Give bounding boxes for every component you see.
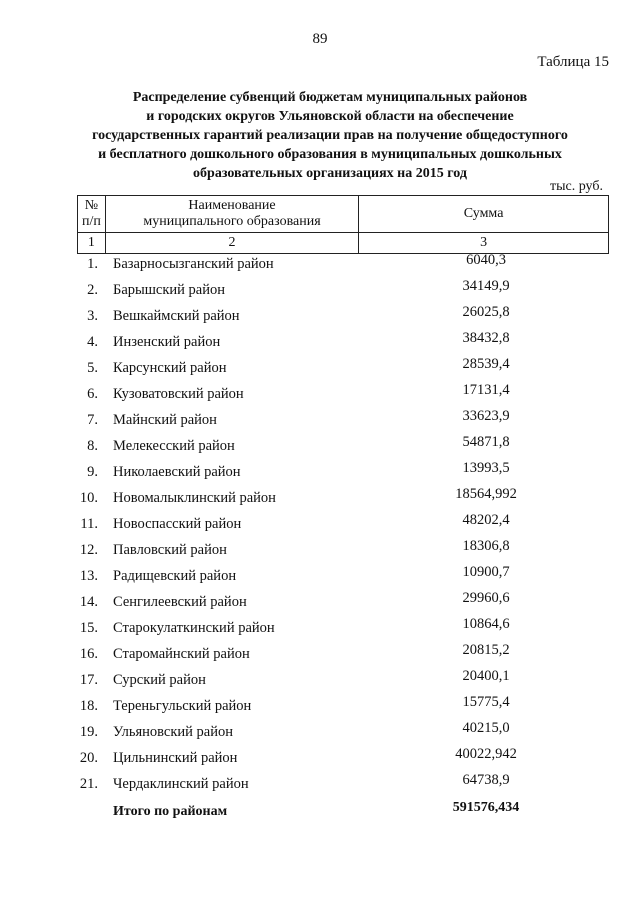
row-sum: 29960,6 — [462, 590, 510, 606]
row-name: Цильнинский район — [113, 750, 238, 766]
row-name: Майнский район — [113, 412, 217, 428]
column-number-2: 2 — [105, 233, 358, 254]
row-sum: 28539,4 — [462, 356, 510, 372]
column-number-1: 1 — [78, 233, 106, 254]
row-name: Новоспасский район — [113, 516, 242, 532]
header-sum-cell: Сумма — [359, 196, 609, 233]
row-sum: 20815,2 — [462, 642, 510, 658]
row-number: 10. — [79, 490, 98, 506]
row-number: 16. — [79, 646, 98, 662]
row-number: 6. — [87, 386, 98, 402]
table-row — [0, 720, 640, 746]
row-name: Старокулаткинский район — [113, 620, 275, 636]
table-row — [0, 356, 640, 382]
row-name: Сурский район — [113, 672, 206, 688]
table-row — [0, 694, 640, 720]
title-line: государственных гарантий реализации прав на получение общедоступного — [92, 128, 568, 143]
row-sum: 26025,8 — [462, 304, 510, 320]
row-name: Новомалыклинский район — [113, 490, 276, 506]
table-row — [0, 538, 640, 564]
title-line: образовательных организациях на 2015 год — [193, 166, 467, 181]
header-number-cell — [78, 196, 106, 233]
row-name: Радищевский район — [113, 568, 237, 584]
total-sum: 591576,434 — [452, 800, 520, 815]
header-name-cell — [105, 196, 358, 233]
table-row — [0, 486, 640, 512]
table-row — [0, 304, 640, 330]
row-number: 14. — [79, 594, 98, 610]
row-sum: 18564,992 — [455, 486, 517, 502]
row-sum: 13993,5 — [462, 460, 510, 476]
row-name: Карсунский район — [113, 360, 227, 376]
row-number: 9. — [87, 464, 98, 480]
row-name: Николаевский район — [113, 464, 241, 480]
row-name: Ульяновский район — [113, 724, 234, 740]
table-row — [0, 616, 640, 642]
row-number: 18. — [79, 698, 98, 714]
table-row — [0, 434, 640, 460]
header-number-line1: № — [84, 198, 99, 213]
row-sum: 17131,4 — [462, 382, 510, 398]
table-row — [0, 278, 640, 304]
table-row — [0, 746, 640, 772]
table-header — [77, 195, 609, 254]
row-sum: 6040,3 — [466, 252, 506, 268]
row-sum: 40022,942 — [455, 746, 517, 762]
table-row — [0, 252, 640, 278]
table-row — [0, 668, 640, 694]
total-label: Итого по районам — [113, 804, 228, 819]
row-number: 13. — [79, 568, 98, 584]
row-sum: 20400,1 — [462, 668, 510, 684]
row-sum: 33623,9 — [462, 408, 510, 424]
header-row — [78, 196, 609, 233]
table-row — [0, 512, 640, 538]
table-row — [0, 408, 640, 434]
units-label: тыс. руб. — [550, 179, 603, 194]
header-name-line2: муниципального образования — [143, 214, 321, 229]
row-sum: 48202,4 — [462, 512, 510, 528]
total-row — [0, 800, 640, 822]
row-name: Базарносызганский район — [113, 256, 274, 272]
table-row — [0, 772, 640, 798]
header-number-line2: п/п — [81, 214, 101, 229]
table-row — [0, 330, 640, 356]
row-number: 15. — [79, 620, 98, 636]
column-numbers-row — [78, 233, 609, 254]
row-name: Инзенский район — [113, 334, 221, 350]
title-line: и бесплатного дошкольного образования в муниципальных дошкольных — [98, 147, 562, 162]
row-number: 17. — [79, 672, 98, 688]
row-number: 8. — [87, 438, 98, 454]
table-row — [0, 642, 640, 668]
table-row — [0, 590, 640, 616]
row-sum: 34149,9 — [462, 278, 510, 294]
row-sum: 10864,6 — [462, 616, 510, 632]
row-number: 20. — [79, 750, 98, 766]
row-number: 7. — [87, 412, 98, 428]
column-number-3: 3 — [359, 233, 609, 254]
row-sum: 18306,8 — [462, 538, 510, 554]
row-sum: 40215,0 — [462, 720, 510, 736]
title-line: Распределение субвенций бюджетам муниципальных районов — [132, 90, 528, 105]
row-number: 19. — [79, 724, 98, 740]
row-number: 21. — [79, 776, 98, 792]
row-sum: 64738,9 — [462, 772, 510, 788]
table-row — [0, 460, 640, 486]
row-name: Мелекесский район — [113, 438, 235, 454]
row-number: 5. — [87, 360, 98, 376]
row-name: Сенгилеевский район — [113, 594, 247, 610]
row-number: 4. — [87, 334, 98, 350]
row-number: 3. — [87, 308, 98, 324]
row-sum: 10900,7 — [462, 564, 510, 580]
header-name-line1: Наименование — [188, 198, 276, 213]
row-name: Чердаклинский район — [113, 776, 249, 792]
document-title — [60, 88, 600, 183]
table-row — [0, 382, 640, 408]
row-name: Старомайнский район — [113, 646, 250, 662]
table-body — [0, 252, 640, 798]
table-label: Таблица 15 — [537, 54, 609, 70]
row-sum: 38432,8 — [462, 330, 510, 346]
row-name: Барышский район — [113, 282, 225, 298]
row-sum: 15775,4 — [462, 694, 510, 710]
title-line: и городских округов Ульяновской области на обеспечение — [146, 109, 514, 124]
table-row — [0, 564, 640, 590]
row-name: Кузоватовский район — [113, 386, 244, 402]
row-sum: 54871,8 — [462, 434, 510, 450]
row-number: 12. — [79, 542, 98, 558]
row-number: 1. — [87, 256, 98, 272]
row-number: 2. — [87, 282, 98, 298]
row-name: Вешкаймский район — [113, 308, 240, 324]
row-number: 11. — [80, 516, 98, 532]
row-name: Павловский район — [113, 542, 227, 558]
row-name: Тереньгульский район — [113, 698, 252, 714]
page-number: 89 — [312, 31, 328, 47]
